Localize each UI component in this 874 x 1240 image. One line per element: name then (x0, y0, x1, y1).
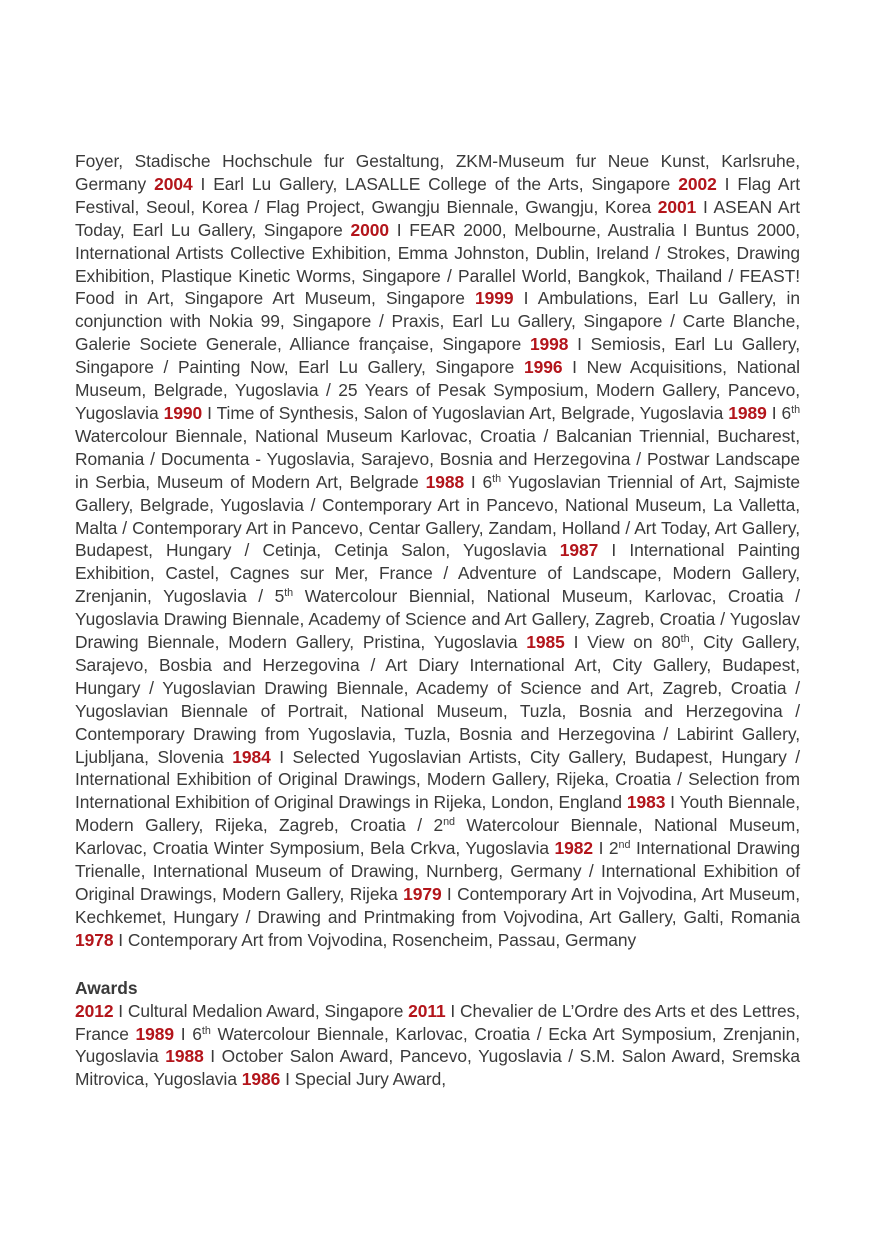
entry-text: I Selected Yugoslavian Artists, City Gallery, Budapest, Hungary / International Exhibition of Original Drawings, Modern Gallery, Rijeka, Croatia / Selection from International Exhibition of Original Drawings in Rijeka, London, England (75, 746, 801, 813)
entry-text: I 6 (766, 402, 792, 423)
ordinal-suffix: th (492, 472, 502, 485)
entry-text: Yugoslavian Triennial of Art, Sajmiste Gallery, Belgrade, Yugoslavia / Contemporary Art in Pancevo, National Museum, La Valletta, Malta / Contemporary Art in Pancevo, Centar Gallery, Zandam, Holland / Art Today, Art Gallery, Budapest, Hungary / Cetinja, Cetinja Salon, Yugoslavia (75, 471, 800, 561)
entry-text: I Earl Lu Gallery, LASALLE College of the Arts, Singapore (192, 173, 679, 194)
entry-text: Watercolour Biennale, National Museum, Karlovac, Croatia Winter Symposium, Bela Crkva, Yugoslavia (75, 815, 800, 859)
entry-text: , City Gallery, Sarajevo, Bosbia and Herzegovina / Art Diary International Art, City Gallery, Budapest, Hungary / Yugoslavian Drawing Biennale, Academy of Science and Art, Zagreb, Croatia / Yugoslavian Biennale of Portrait, National Museum, Tuzla, Bosnia and Herzegovina / Contemporary Drawing from Yugoslavia, Tuzla, Bosnia and Herzegovina / Labirint Gallery, Ljubljana, Slovenia (75, 632, 800, 767)
entry-text: I New Acquisitions, National Museum, Belgrade, Yugoslavia / 25 Years of Pesak Symposium, Modern Gallery, Pancevo, Yugoslavia (75, 357, 800, 423)
entry-text: I 6 (464, 471, 493, 492)
entry-text: Foyer, Stadische Hochschule fur Gestaltung, ZKM-Museum fur Neue Kunst, Karlsruhe, Germany (75, 151, 800, 194)
year-label: 1990 (163, 402, 203, 423)
entry-text: I International Painting Exhibition, Castel, Cagnes sur Mer, France / Adventure of Landscape, Modern Gallery, Zrenjanin, Yugoslavia / 5 (75, 540, 800, 607)
year-label: 1982 (554, 838, 594, 859)
year-label: 1999 (475, 288, 514, 309)
entry-text: I Special Jury Award, (280, 1069, 447, 1090)
year-label: 1984 (232, 746, 271, 767)
year-label: 2011 (408, 1000, 446, 1021)
year-label: 2012 (75, 1000, 114, 1021)
year-label: 1989 (135, 1023, 175, 1044)
year-label: 2002 (678, 173, 717, 194)
entry-text: Watercolour Biennial, National Museum, Karlovac, Croatia / Yugoslavia Drawing Biennale, Academy of Science and Art Gallery, Zagreb, Croatia / Yugoslav Drawing Biennale, Modern Gallery, Pristina, Yugoslavia (75, 586, 800, 653)
entry-text: I Contemporary Art in Vojvodina, Art Museum, Kechkemet, Hungary / Drawing and Printmaking from Vojvodina, Art Gallery, Galti, Romania (75, 884, 800, 927)
ordinal-suffix: nd (443, 816, 455, 829)
entry-text: I Semiosis, Earl Lu Gallery, Singapore / Painting Now, Earl Lu Gallery, Singapore (75, 334, 800, 378)
entry-text: I FEAR 2000, Melbourne, Australia I Buntus 2000, International Artists Collective Exhibition, Emma Johnston, Dublin, Ireland / Strokes, Drawing Exhibition, Plastique Kinetic Worms, Singapore / Parallel World, Bangkok, Thailand / FEAST! Food in Art, Singapore Art Museum, Singapore (75, 219, 800, 309)
ordinal-suffix: th (284, 587, 294, 600)
entry-text: I Chevalier de L’Ordre des Arts et des Lettres, France (75, 1000, 800, 1044)
entry-text: I Youth Biennale, Modern Gallery, Rijeka, Zagreb, Croatia / 2 (75, 792, 800, 836)
year-label: 1988 (425, 471, 465, 492)
year-label: 1998 (529, 334, 569, 355)
ordinal-suffix: th (791, 404, 801, 417)
year-label: 1996 (523, 357, 563, 378)
year-label: 2001 (657, 196, 697, 217)
entry-text: I 2 (593, 838, 619, 859)
entry-text: I View on 80 (564, 632, 681, 653)
entry-text: International Drawing Trienalle, International Museum of Drawing, Nurnberg, Germany / International Exhibition of Original Drawings, Modern Gallery, Rijeka (75, 838, 800, 904)
entry-text: I ASEAN Art Today, Earl Lu Gallery, Singapore (75, 196, 800, 240)
year-label: 1988 (165, 1046, 204, 1067)
entry-text: Watercolour Biennale, Karlovac, Croatia / Ecka Art Symposium, Zrenjanin, Yugoslavia (75, 1023, 800, 1067)
year-label: 1978 (75, 929, 114, 950)
awards-heading: Awards (75, 977, 138, 998)
ordinal-suffix: th (201, 1024, 211, 1037)
year-label: 1979 (403, 884, 442, 904)
entry-text: I Flag Art Festival, Seoul, Korea / Flag Project, Gwangju Biennale, Gwangju, Korea (75, 173, 800, 217)
entry-text: Watercolour Biennale, National Museum Karlovac, Croatia / Balcanian Triennial, Bucharest, Romania / Documenta - Yugoslavia, Sarajevo, Bosnia and Herzegovina / Postwar Landscape in Serbia, Museum of Modern Art, Belgrade (75, 425, 800, 492)
ordinal-suffix: th (680, 633, 690, 646)
year-label: 1985 (526, 632, 565, 653)
entry-text: I Contemporary Art from Vojvodina, Rosencheim, Passau, Germany (113, 929, 637, 950)
year-label: 2004 (154, 173, 193, 194)
awards-paragraph (75, 1000, 800, 1092)
entry-text: I October Salon Award, Pancevo, Yugoslavia / S.M. Salon Award, Sremska Mitrovica, Yugoslavia (75, 1046, 800, 1090)
exhibitions-paragraph (75, 150, 800, 952)
entry-text: I Time of Synthesis, Salon of Yugoslavian Art, Belgrade, Yugoslavia (202, 402, 729, 423)
year-label: 1983 (626, 792, 666, 813)
entry-text: I Ambulations, Earl Lu Gallery, in conjunction with Nokia 99, Singapore / Praxis, Earl Lu Gallery, Singapore / Carte Blanche, Galerie Societe Generale, Alliance française, Singapore (75, 288, 800, 355)
year-label: 2000 (350, 219, 389, 240)
year-label: 1989 (728, 402, 767, 423)
year-label: 1987 (559, 540, 599, 561)
entry-text: I Cultural Medalion Award, Singapore (113, 1000, 409, 1021)
year-label: 1986 (241, 1069, 281, 1090)
entry-text: I 6 (174, 1023, 202, 1044)
ordinal-suffix: nd (618, 839, 631, 852)
